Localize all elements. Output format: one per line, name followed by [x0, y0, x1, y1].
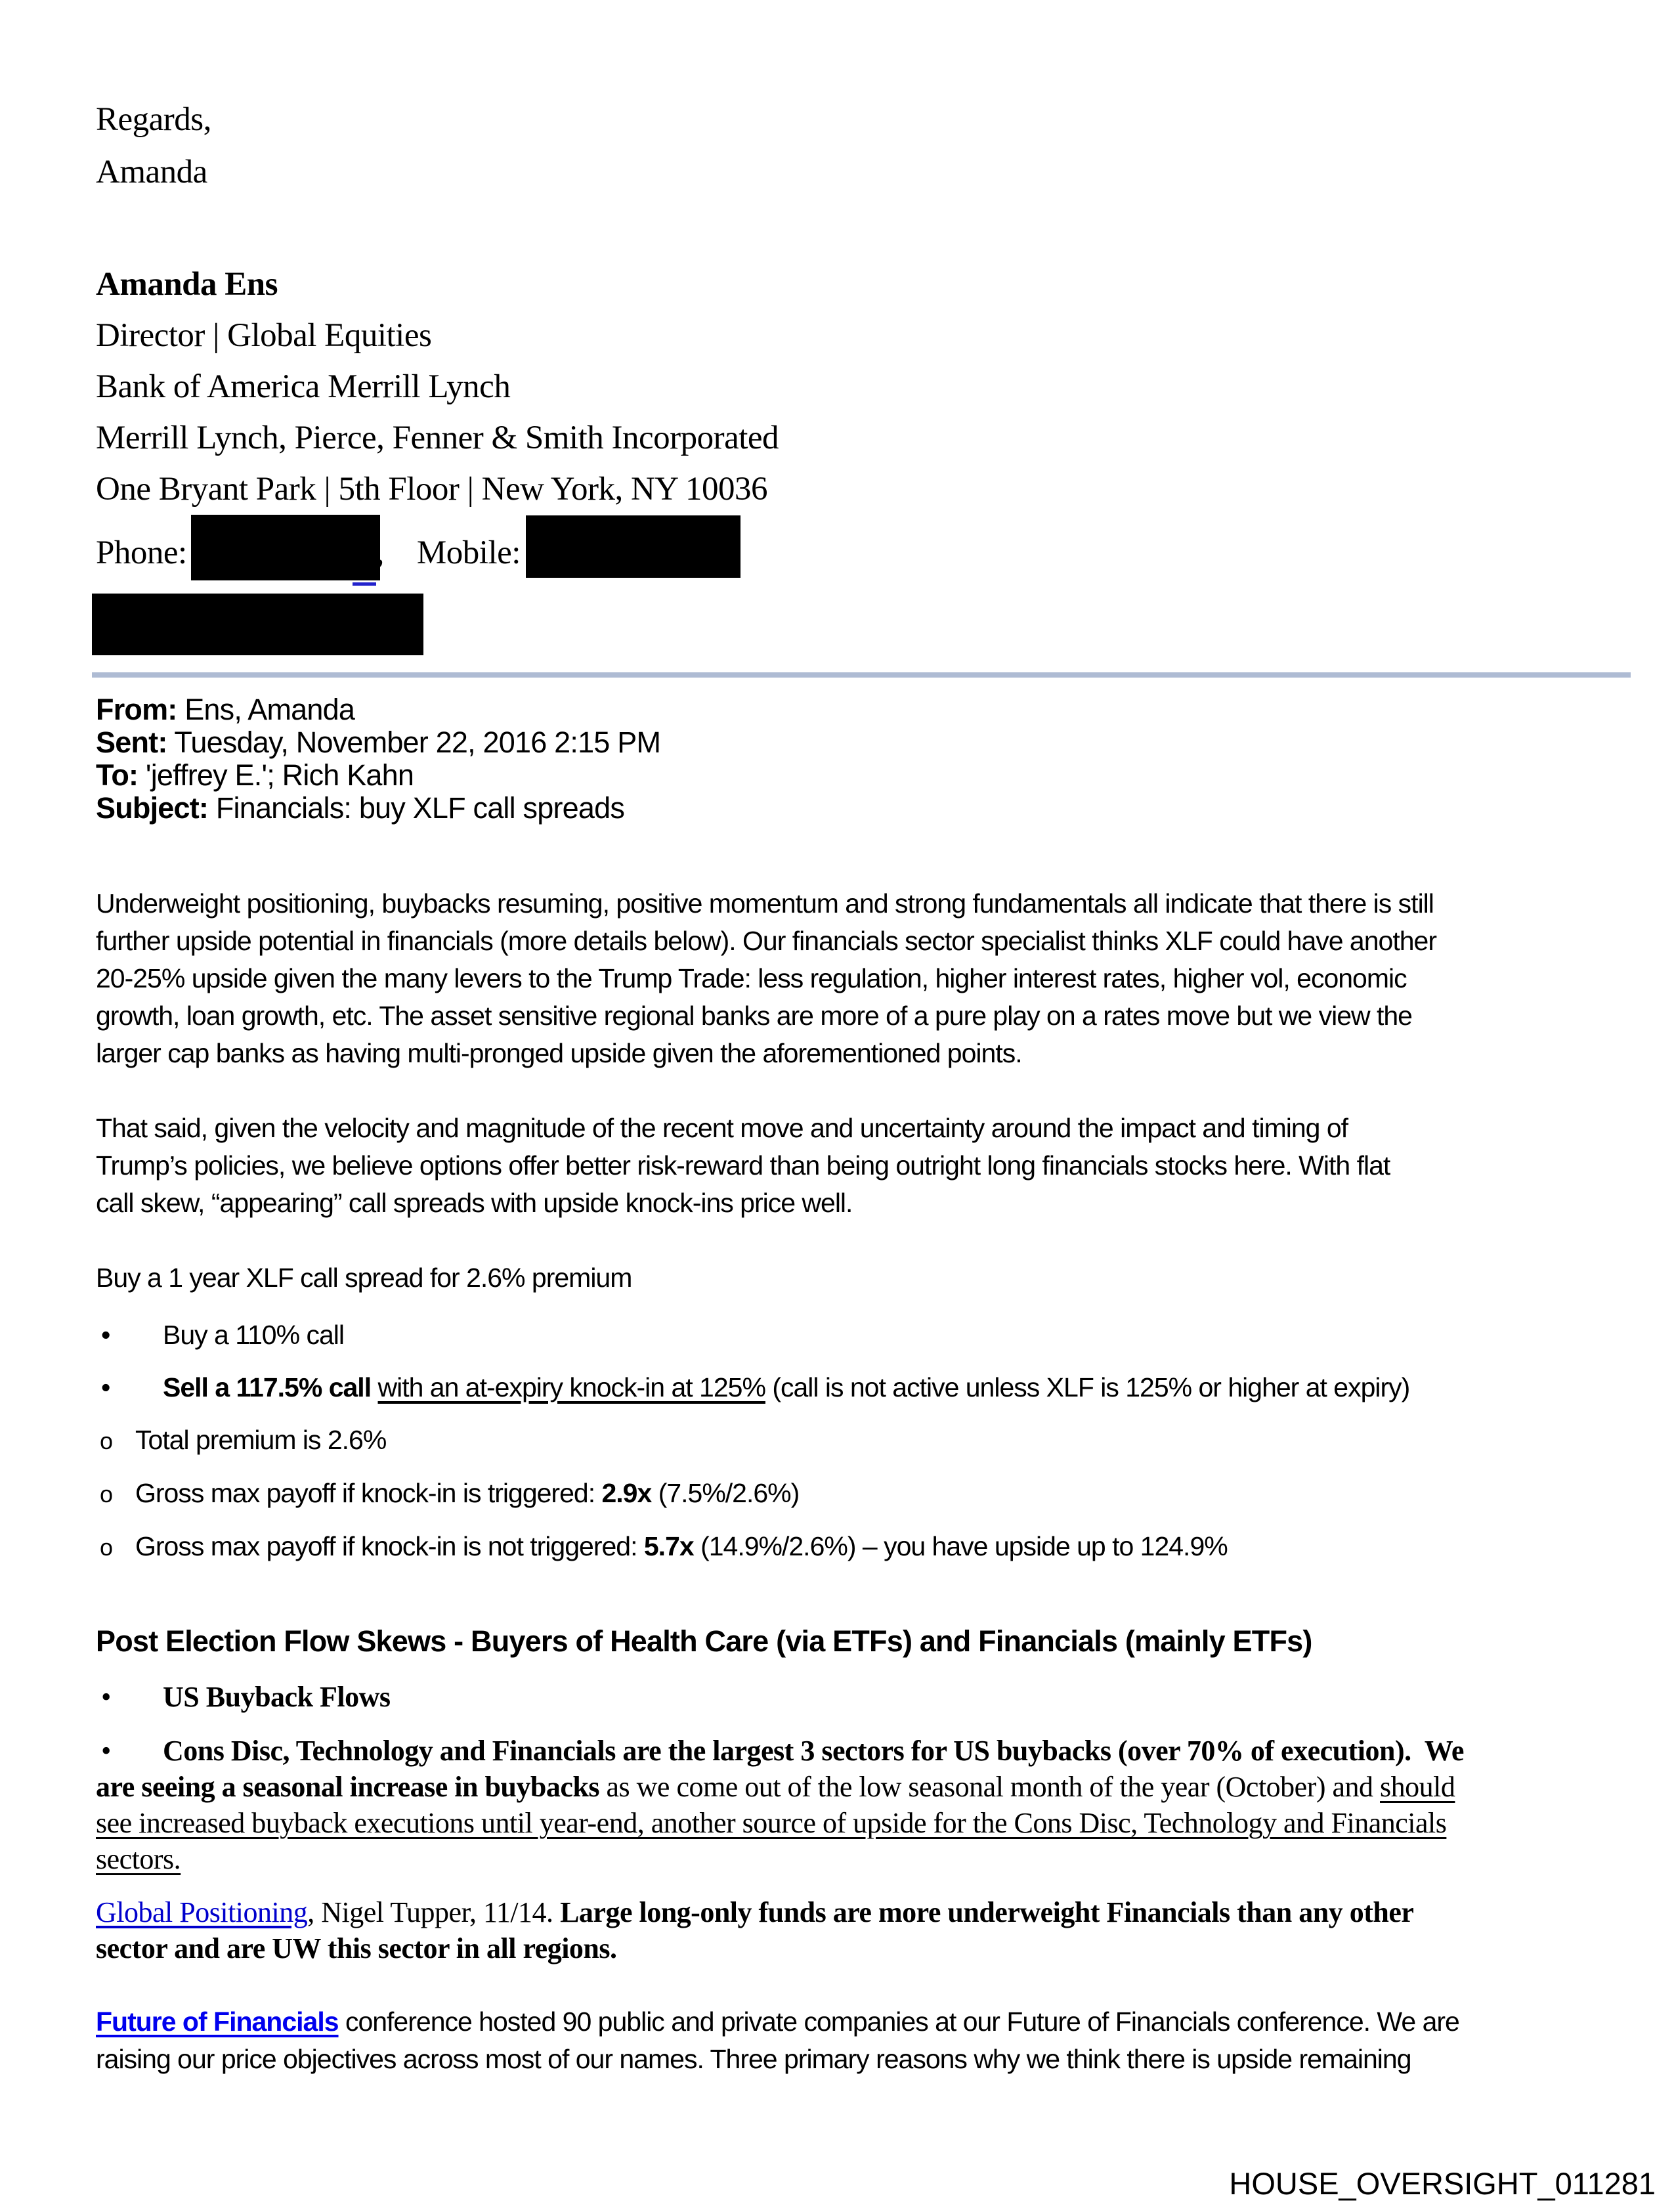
hyperlink-underline-snippet	[353, 582, 376, 586]
signature-closing	[96, 93, 1674, 198]
from-value: Ens, Amanda	[177, 693, 355, 726]
bullet-row	[96, 1678, 1674, 1716]
subject-label: Subject:	[96, 791, 209, 825]
signature-name: Amanda Ens	[96, 266, 278, 303]
fof-line-1	[96, 2003, 1674, 2041]
signature-block	[96, 259, 1674, 655]
fof-plain-text: conference hosted 90 public and private companies at our Future of Financials conference. We are	[338, 2006, 1459, 2037]
bates-number: HOUSE_OVERSIGHT_011281	[1229, 2166, 1656, 2201]
redaction-box-mobile	[526, 515, 740, 578]
bullet-text-bold: 2.9x	[601, 1478, 652, 1508]
filled-bullet-icon: •	[101, 1735, 111, 1767]
gp-plain-text: , Nigel Tupper, 11/14.	[307, 1896, 561, 1928]
trade-bullet-list	[96, 1316, 1674, 1566]
body-line: growth, loan growth, etc. The asset sensitive regional banks are more of a pure play on a rates move but we view the	[96, 1001, 1412, 1031]
bullet-buy-call	[96, 1316, 1674, 1354]
bullet-text-bold: 5.7x	[643, 1531, 694, 1561]
cons-line-1	[96, 1733, 1674, 1769]
from-label: From:	[96, 693, 177, 726]
bullet-text	[371, 1372, 377, 1402]
body-line: Trump’s policies, we believe options offer better risk-reward than being outright long financials stocks here. With flat	[96, 1150, 1390, 1181]
bullet-payoff-triggered	[96, 1475, 1674, 1513]
subject-value: Financials: buy XLF call spreads	[208, 791, 625, 825]
email-header	[96, 693, 1674, 825]
bullet-text: Total premium is 2.6%	[135, 1425, 387, 1455]
hollow-bullet-icon: o	[100, 1481, 113, 1507]
redaction-box-email	[92, 594, 423, 655]
body-line: Underweight positioning, buybacks resuming, positive momentum and strong fundamentals all indicate that there is still	[96, 888, 1434, 919]
future-of-financials-link[interactable]: Future of Financials	[96, 2006, 339, 2037]
cons-plain-text: as we come out of the low seasonal month of the year (October) and	[599, 1771, 1381, 1803]
sent-value: Tuesday, November 22, 2016 2:15 PM	[167, 726, 661, 759]
heading-text: Post Election Flow Skews - Buyers of Health Care (via ETFs) and Financials (mainly ETFs)	[96, 1624, 1312, 1658]
body-line: Buy a 1 year XLF call spread for 2.6% premium	[96, 1263, 632, 1293]
cons-bold-text: Cons Disc, Technology and Financials are the largest 3 sectors for US buybacks (over 70% of execution). We	[163, 1735, 1464, 1767]
cons-bold-text: are seeing a seasonal increase in buybacks	[96, 1771, 599, 1803]
closing-name: Amanda	[96, 154, 207, 190]
closing-text: Regards,	[96, 101, 211, 138]
body-line: That said, given the velocity and magnitude of the recent move and uncertainty around the impact and timing of	[96, 1113, 1348, 1143]
bullet-sell-call	[96, 1369, 1674, 1406]
to-label: To:	[96, 758, 139, 792]
signature-company: Bank of America Merrill Lynch	[96, 368, 511, 405]
gp-line-2	[96, 1930, 1674, 1966]
message-divider-rule	[92, 672, 1631, 678]
gp-bold-text: sector and are UW this sector in all regions.	[96, 1932, 617, 1964]
header-to-row	[96, 759, 1674, 792]
trade-intro-line	[96, 1259, 1674, 1297]
us-buyback-flows-bullet	[96, 1678, 1674, 1716]
filled-bullet-icon: •	[101, 1372, 110, 1402]
bullet-text: (14.9%/2.6%) – you have upside up to 124.9%	[693, 1531, 1228, 1561]
body-line: call skew, “appearing” call spreads with upside knock-ins price well.	[96, 1188, 853, 1218]
body-line: 20-25% upside given the many levers to the Trump Trade: less regulation, higher interest rates, higher vol, economic	[96, 963, 1407, 993]
cons-line-3	[96, 1805, 1674, 1841]
bullet-text: (7.5%/2.6%)	[651, 1478, 800, 1508]
cons-underlined-text: see increased buyback executions until year-end, another source of upside for the Cons Disc, Technology and Financials	[96, 1807, 1447, 1839]
cons-line-4	[96, 1841, 1674, 1877]
global-positioning-paragraph	[96, 1894, 1674, 1966]
hollow-bullet-icon: o	[100, 1534, 113, 1561]
bullet-total-premium	[96, 1421, 1674, 1460]
filled-bullet-icon: •	[101, 1681, 111, 1713]
phone-label: Phone:	[96, 534, 187, 571]
filled-bullet-icon: •	[101, 1320, 110, 1350]
redaction-box-phone	[191, 515, 380, 580]
future-of-financials-paragraph	[96, 2003, 1674, 2078]
header-subject-row	[96, 792, 1674, 825]
bullet-text: Gross max payoff if knock-in is not triggered:	[135, 1531, 644, 1561]
cons-line-2	[96, 1769, 1674, 1805]
sent-label: Sent:	[96, 726, 167, 759]
body-line: further upside potential in financials (more details below). Our financials sector specialist thinks XLF could have another	[96, 926, 1436, 956]
body-paragraph-2	[96, 1110, 1674, 1222]
signature-address: One Bryant Park | 5th Floor | New York, NY 10036	[96, 471, 767, 508]
fof-line-2	[96, 2041, 1674, 2078]
bullet-text-bold: US Buyback Flows	[163, 1681, 391, 1713]
gp-line-1	[96, 1894, 1674, 1930]
phone-mobile-separator: ,	[376, 534, 417, 571]
bullet-text-bold: Sell a 117.5% call	[163, 1372, 372, 1402]
bullet-text: Buy a 110% call	[163, 1320, 344, 1350]
fof-plain-text: raising our price objectives across most of our names. Three primary reasons why we think there is upside remaining	[96, 2044, 1411, 2074]
bullet-text: Gross max payoff if knock-in is triggered:	[135, 1478, 602, 1508]
signature-title: Director | Global Equities	[96, 317, 432, 354]
to-value: 'jeffrey E.'; Rich Kahn	[138, 758, 414, 792]
cons-underlined-text: sectors.	[96, 1843, 181, 1875]
gp-bold-text: Large long-only funds are more underweight Financials than any other	[560, 1896, 1414, 1928]
cons-underlined-text: should	[1380, 1771, 1455, 1803]
phone-mobile-line	[96, 515, 1674, 586]
flows-section-heading	[96, 1622, 1674, 1660]
bullet-text: (call is not active unless XLF is 125% or higher at expiry)	[765, 1372, 1410, 1402]
body-paragraph-1	[96, 885, 1674, 1072]
bullet-payoff-not-triggered	[96, 1528, 1674, 1566]
header-from-row	[96, 693, 1674, 726]
global-positioning-link[interactable]: Global Positioning	[96, 1896, 308, 1928]
header-sent-row	[96, 726, 1674, 759]
cons-disc-bullet-paragraph	[96, 1733, 1674, 1877]
signature-entity: Merrill Lynch, Pierce, Fenner & Smith Incorporated	[96, 420, 779, 456]
mobile-label: Mobile:	[416, 534, 521, 571]
body-line: larger cap banks as having multi-pronged upside given the aforementioned points.	[96, 1038, 1022, 1068]
hollow-bullet-icon: o	[100, 1427, 113, 1454]
bullet-text-underlined: with an at-expiry knock-in at 125%	[377, 1372, 765, 1402]
